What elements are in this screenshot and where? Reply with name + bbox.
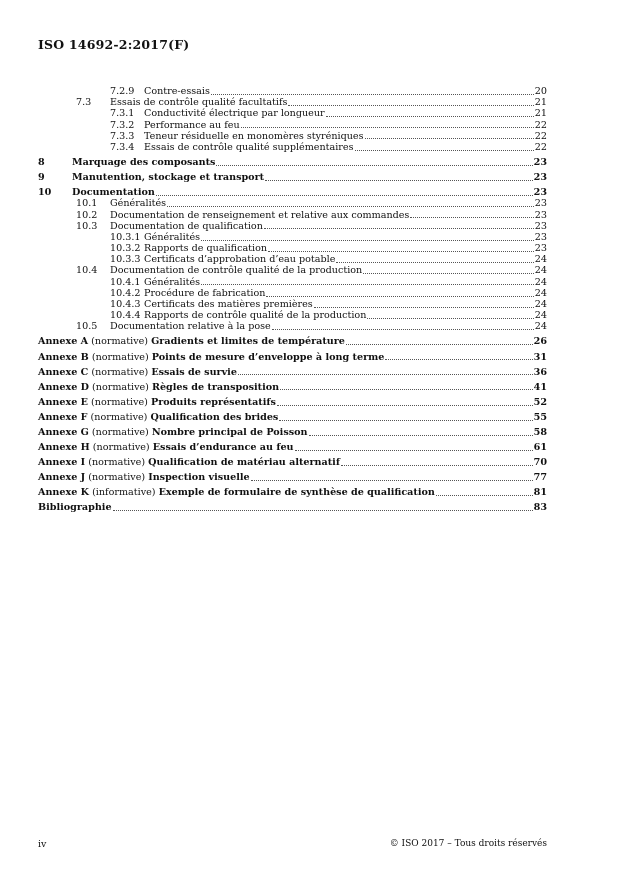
toc-annex-entry[interactable] bbox=[38, 397, 547, 408]
toc-page: 23 bbox=[534, 220, 547, 232]
dot-leader bbox=[272, 329, 534, 330]
toc-page: 24 bbox=[534, 321, 547, 333]
dot-leader bbox=[355, 150, 534, 151]
toc-page: 21 bbox=[534, 108, 547, 120]
toc-title: Généralités bbox=[144, 231, 201, 243]
toc-entry[interactable] bbox=[38, 142, 547, 153]
toc-title: Essais de contrôle qualité facultatifs bbox=[110, 97, 288, 109]
toc-number: 10.3 bbox=[76, 220, 98, 232]
bibliography-title: Bibliographie bbox=[38, 502, 112, 514]
annex-kind: (normative) bbox=[90, 411, 148, 423]
toc-entry[interactable] bbox=[38, 243, 547, 254]
dot-leader bbox=[279, 420, 532, 421]
toc-page: 36 bbox=[533, 366, 547, 378]
annex-label: Annexe F bbox=[38, 411, 88, 423]
dot-leader bbox=[288, 105, 533, 106]
dot-leader bbox=[216, 165, 532, 166]
toc-page: 58 bbox=[533, 426, 547, 438]
annex-label: Annexe J bbox=[38, 472, 86, 484]
dot-leader bbox=[264, 228, 534, 229]
annex-title: Inspection visuelle bbox=[148, 472, 250, 484]
annex-kind: (informative) bbox=[92, 487, 156, 499]
dot-leader bbox=[363, 273, 534, 274]
toc-title: Certificats d’approbation d’eau potable bbox=[144, 254, 336, 266]
dot-leader bbox=[295, 450, 533, 451]
copyright-notice: © ISO 2017 – Tous droits réservés bbox=[389, 839, 547, 849]
toc-number: 7.3.1 bbox=[110, 108, 135, 120]
toc-entry[interactable] bbox=[38, 108, 547, 119]
toc-title: Performance au feu bbox=[144, 119, 240, 131]
toc-title: Contre-essais bbox=[144, 85, 210, 97]
annex-title: Règles de transposition bbox=[151, 381, 280, 393]
dot-leader bbox=[346, 344, 533, 345]
dot-leader bbox=[277, 405, 533, 406]
table-of-contents bbox=[38, 86, 547, 514]
toc-page: 22 bbox=[534, 119, 547, 131]
toc-entry[interactable] bbox=[38, 198, 547, 209]
toc-number: 10.4.1 bbox=[110, 276, 141, 288]
annex-title: Gradients et limites de température bbox=[151, 336, 345, 348]
toc-number: 8 bbox=[38, 157, 45, 168]
annex-kind: (normative) bbox=[88, 472, 146, 484]
annex-title: Produits représentatifs bbox=[150, 396, 276, 408]
annex-label: Annexe C bbox=[38, 366, 89, 378]
dot-leader bbox=[436, 495, 533, 496]
annex-title: Essais d’endurance au feu bbox=[152, 442, 294, 454]
dot-leader bbox=[251, 480, 533, 481]
annex-kind: (normative) bbox=[91, 396, 148, 408]
annex-title: Nombre principal de Poisson bbox=[151, 426, 308, 438]
toc-number: 10 bbox=[38, 187, 52, 199]
toc-entry[interactable] bbox=[38, 120, 547, 131]
toc-entry[interactable] bbox=[38, 265, 547, 276]
annex-kind: (normative) bbox=[88, 457, 146, 469]
annex-kind: (normative) bbox=[91, 426, 149, 438]
toc-title: Rapports de qualification bbox=[144, 243, 268, 255]
annex-label: Annexe D bbox=[38, 381, 89, 393]
toc-entry[interactable] bbox=[38, 187, 547, 198]
toc-entry[interactable] bbox=[38, 254, 547, 265]
dot-leader bbox=[201, 240, 534, 241]
document-id: ISO 14692-2:2017(F) bbox=[38, 37, 190, 52]
toc-title: Rapports de contrôle qualité de la production bbox=[144, 310, 367, 322]
annex-kind: (normative) bbox=[91, 336, 149, 348]
dot-leader bbox=[265, 180, 533, 181]
toc-entry[interactable] bbox=[38, 277, 547, 288]
annex-label: Annexe G bbox=[38, 426, 89, 438]
dot-leader bbox=[211, 94, 534, 95]
dot-leader bbox=[309, 435, 533, 436]
toc-page: 23 bbox=[533, 157, 547, 168]
annex-label: Annexe A bbox=[38, 336, 89, 348]
toc-annex-entry[interactable] bbox=[38, 442, 547, 453]
toc-title: Documentation de contrôle qualité de la production bbox=[110, 265, 363, 277]
toc-page: 24 bbox=[534, 276, 547, 288]
annex-kind: (normative) bbox=[91, 366, 149, 378]
toc-number: 10.3.1 bbox=[110, 231, 141, 243]
toc-annex-entry[interactable] bbox=[38, 457, 547, 468]
toc-page: 77 bbox=[533, 472, 547, 484]
toc-page: 83 bbox=[533, 502, 547, 514]
dot-leader bbox=[201, 284, 534, 285]
toc-number: 10.3.2 bbox=[110, 243, 141, 255]
toc-page: 55 bbox=[533, 411, 547, 423]
toc-number: 10.4.4 bbox=[110, 310, 141, 322]
toc-title: Teneur résiduelle en monomères styréniques bbox=[144, 130, 364, 142]
toc-bibliography-entry[interactable] bbox=[38, 502, 547, 513]
toc-page: 70 bbox=[533, 457, 547, 469]
toc-entry[interactable] bbox=[38, 97, 547, 108]
annex-label: Annexe K bbox=[38, 487, 89, 499]
annex-kind: (normative) bbox=[91, 351, 149, 363]
toc-number: 10.3.3 bbox=[110, 254, 141, 266]
toc-page: 26 bbox=[533, 336, 547, 348]
toc-number: 7.3.3 bbox=[110, 130, 135, 142]
toc-page: 23 bbox=[533, 187, 547, 199]
toc-page: 24 bbox=[534, 254, 547, 266]
annex-title: Qualification des brides bbox=[150, 411, 279, 423]
toc-page: 22 bbox=[534, 130, 547, 142]
annex-title: Exemple de formulaire de synthèse de qualification bbox=[158, 487, 435, 499]
annex-label: Annexe I bbox=[38, 457, 86, 469]
toc-page: 52 bbox=[533, 396, 547, 408]
dot-leader bbox=[326, 116, 534, 117]
toc-number: 10.5 bbox=[76, 321, 98, 333]
toc-title: Documentation bbox=[72, 187, 155, 199]
toc-annex-entry[interactable] bbox=[38, 337, 547, 348]
toc-annex-entry[interactable] bbox=[38, 352, 547, 363]
dot-leader bbox=[266, 296, 533, 297]
toc-entry[interactable] bbox=[38, 86, 547, 97]
toc-title: Généralités bbox=[144, 276, 201, 288]
dot-leader bbox=[241, 127, 534, 128]
toc-page: 24 bbox=[534, 287, 547, 299]
toc-number: 10.4 bbox=[76, 265, 98, 277]
toc-entry[interactable] bbox=[38, 321, 547, 332]
toc-page: 81 bbox=[533, 487, 547, 499]
toc-number: 7.2.9 bbox=[110, 85, 135, 97]
toc-annex-entry[interactable] bbox=[38, 472, 547, 483]
toc-title: Généralités bbox=[110, 198, 167, 210]
toc-page: 24 bbox=[534, 265, 547, 277]
dot-leader bbox=[280, 389, 533, 390]
toc-page: 23 bbox=[534, 243, 547, 255]
dot-leader bbox=[336, 262, 533, 263]
annex-kind: (normative) bbox=[92, 442, 150, 454]
annex-title: Points de mesure d’enveloppe à long terme bbox=[151, 351, 385, 363]
toc-title: Marquage des composants bbox=[72, 157, 216, 168]
toc-page: 24 bbox=[534, 299, 547, 311]
toc-entry[interactable] bbox=[38, 210, 547, 221]
annex-label: Annexe E bbox=[38, 396, 88, 408]
toc-annex-entry[interactable] bbox=[38, 412, 547, 423]
toc-page: 21 bbox=[534, 97, 547, 109]
annex-label: Annexe H bbox=[38, 442, 90, 454]
toc-entry[interactable] bbox=[38, 232, 547, 243]
toc-page: 41 bbox=[533, 381, 547, 393]
dot-leader bbox=[113, 510, 533, 511]
dot-leader bbox=[238, 374, 533, 375]
toc-page: 31 bbox=[533, 351, 547, 363]
toc-annex-entry[interactable] bbox=[38, 487, 547, 498]
annex-title: Qualification de matériau alternatif bbox=[148, 457, 340, 469]
toc-number: 10.1 bbox=[76, 198, 98, 210]
dot-leader bbox=[156, 195, 533, 196]
dot-leader bbox=[365, 138, 534, 139]
dot-leader bbox=[385, 359, 532, 360]
toc-title: Certificats des matières premières bbox=[144, 299, 313, 311]
toc-title: Documentation de renseignement et relative aux commandes bbox=[110, 209, 410, 221]
toc-entry[interactable] bbox=[38, 299, 547, 310]
annex-title: Essais de survie bbox=[151, 366, 237, 378]
page-number: iv bbox=[38, 839, 47, 850]
toc-number: 10.4.3 bbox=[110, 299, 141, 311]
toc-entry[interactable] bbox=[38, 157, 547, 168]
toc-number: 7.3.2 bbox=[110, 119, 135, 131]
toc-page: 23 bbox=[534, 209, 547, 221]
toc-title: Manutention, stockage et transport bbox=[72, 172, 265, 184]
dot-leader bbox=[268, 251, 534, 252]
toc-entry[interactable] bbox=[38, 310, 547, 321]
toc-page: 23 bbox=[534, 231, 547, 243]
toc-page: 20 bbox=[534, 85, 547, 97]
dot-leader bbox=[410, 217, 533, 218]
toc-page: 22 bbox=[534, 141, 547, 153]
toc-title: Documentation de qualification bbox=[110, 220, 263, 232]
toc-number: 10.2 bbox=[76, 209, 98, 221]
toc-entry[interactable] bbox=[38, 172, 547, 183]
toc-number: 7.3 bbox=[76, 97, 92, 109]
toc-number: 7.3.4 bbox=[110, 141, 135, 153]
toc-page: 23 bbox=[533, 172, 547, 184]
toc-title: Procédure de fabrication bbox=[144, 287, 266, 299]
toc-annex-entry[interactable] bbox=[38, 367, 547, 378]
toc-entry[interactable] bbox=[38, 131, 547, 142]
dot-leader bbox=[341, 465, 533, 466]
toc-page: 61 bbox=[533, 442, 547, 454]
toc-entry[interactable] bbox=[38, 288, 547, 299]
dot-leader bbox=[167, 206, 534, 207]
toc-page: 24 bbox=[534, 310, 547, 322]
toc-title: Documentation relative à la pose bbox=[110, 321, 271, 333]
toc-number: 10.4.2 bbox=[110, 287, 141, 299]
toc-title: Essais de contrôle qualité supplémentaires bbox=[144, 141, 354, 153]
toc-annex-entry[interactable] bbox=[38, 382, 547, 393]
dot-leader bbox=[314, 307, 534, 308]
toc-number: 9 bbox=[38, 172, 45, 184]
toc-annex-entry[interactable] bbox=[38, 427, 547, 438]
toc-page: 23 bbox=[534, 198, 547, 210]
toc-entry[interactable] bbox=[38, 221, 547, 232]
annex-kind: (normative) bbox=[92, 381, 149, 393]
dot-leader bbox=[367, 318, 533, 319]
annex-label: Annexe B bbox=[38, 351, 89, 363]
toc-title: Conductivité électrique par longueur bbox=[144, 108, 325, 120]
